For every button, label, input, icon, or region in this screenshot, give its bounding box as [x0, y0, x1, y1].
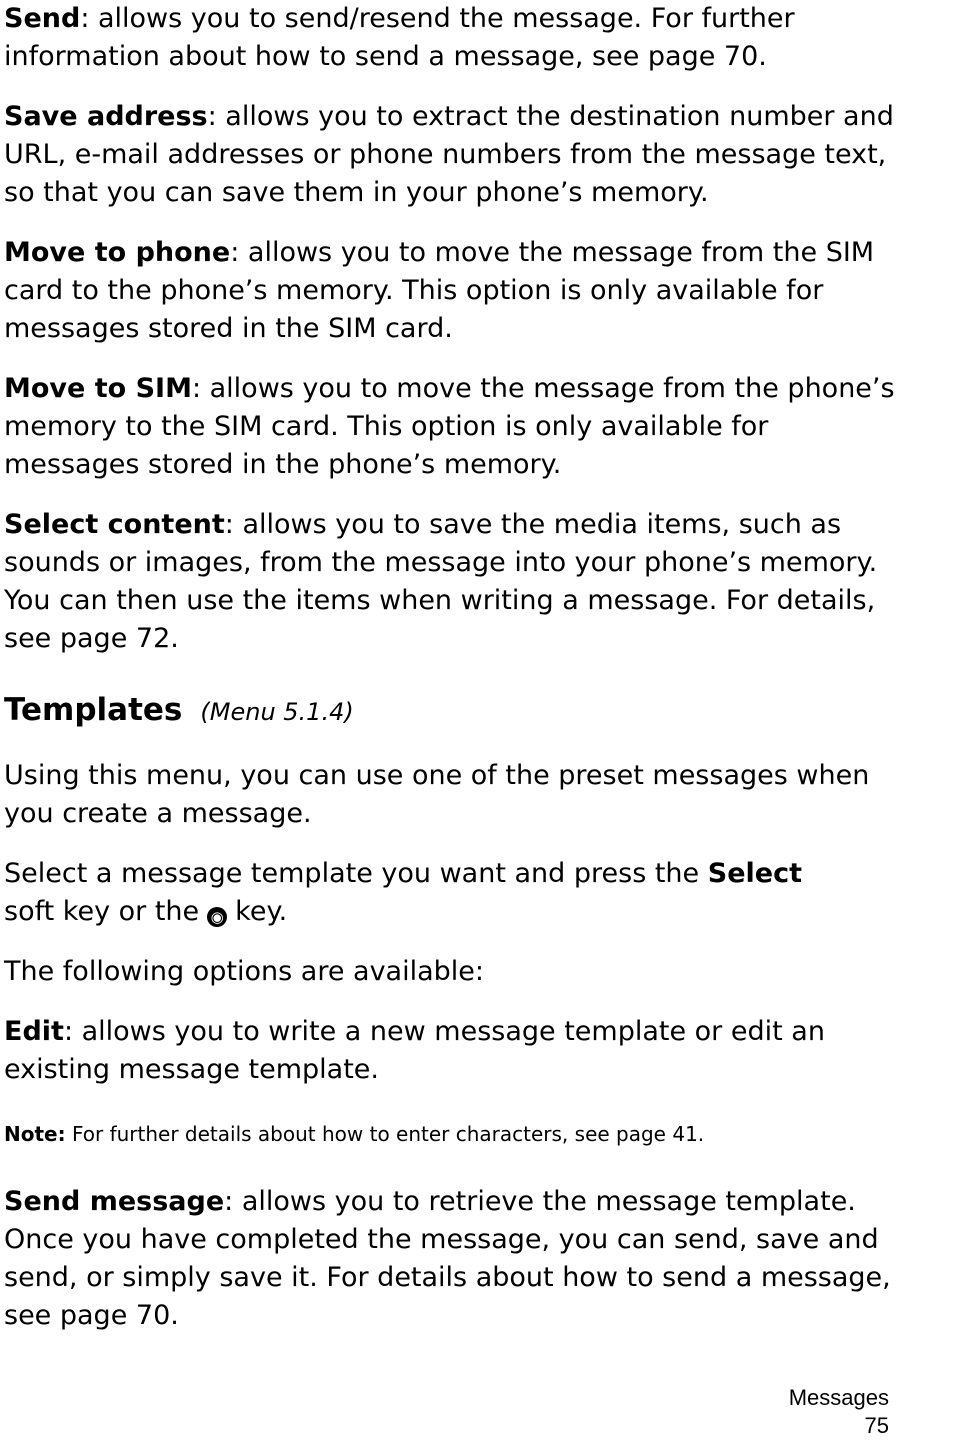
select-instruction-middle: soft key or the [4, 896, 200, 927]
option-description: : allows you to retrieve the message template. Once you have completed the message, you can send, save and send, or simply save it. For details about how to send a message, see page 70. [4, 1186, 891, 1331]
note [4, 1119, 904, 1149]
section-heading [4, 690, 904, 735]
option-select-content [4, 506, 904, 658]
section-title: Templates [4, 692, 183, 728]
option-term: Move to SIM [4, 373, 192, 404]
menu-reference: (Menu 5.1.4) [200, 698, 354, 726]
option-move-to-sim [4, 370, 904, 484]
option-save-address [4, 98, 904, 212]
option-edit [4, 1013, 904, 1089]
option-term: Select content [4, 509, 225, 540]
option-move-to-phone [4, 234, 904, 348]
option-description: : allows you to write a new message template or edit an existing message template. [4, 1016, 825, 1085]
option-description: : allows you to move the message from the phone’s memory to the SIM card. This option is only available for messages stored in the phone’s memory. [4, 373, 895, 480]
select-instruction-end: key. [235, 896, 288, 927]
page-footer [789, 1384, 889, 1440]
option-send-message [4, 1183, 904, 1335]
option-description: : allows you to save the media items, such as sounds or images, from the message into your phone’s memory. You can then use the items when writing a message. For details, see page 72. [4, 509, 878, 654]
option-description: : allows you to send/resend the message. For further information about how to send a message, see page 70. [4, 3, 795, 72]
document-page [4, 0, 904, 1357]
option-term: Move to phone [4, 237, 231, 268]
select-softkey-label: Select [707, 858, 802, 889]
ok-key-icon: ◉ [207, 907, 227, 927]
page-number: 75 [864, 1413, 889, 1438]
templates-intro: Using this menu, you can use one of the preset messages when you create a message. [4, 760, 870, 829]
options-intro: The following options are available: [4, 956, 485, 987]
select-instruction-start: Select a message template you want and press the [4, 858, 708, 889]
note-label: Note: [4, 1122, 66, 1146]
option-term: Send [4, 3, 81, 34]
option-term: Edit [4, 1016, 64, 1047]
footer-section-name: Messages [788, 1385, 889, 1410]
option-send [4, 0, 904, 76]
note-text: For further details about how to enter characters, see page 41. [71, 1122, 705, 1146]
option-term: Save address [4, 101, 208, 132]
option-description: : allows you to move the message from the SIM card to the phone’s memory. This option is only available for messages stored in the SIM card. [4, 237, 875, 344]
option-term: Send message [4, 1186, 225, 1217]
select-instruction [4, 855, 904, 931]
option-description: : allows you to extract the destination number and URL, e-mail addresses or phone numbers from the message text, so that you can save them in your phone’s memory. [4, 101, 894, 208]
